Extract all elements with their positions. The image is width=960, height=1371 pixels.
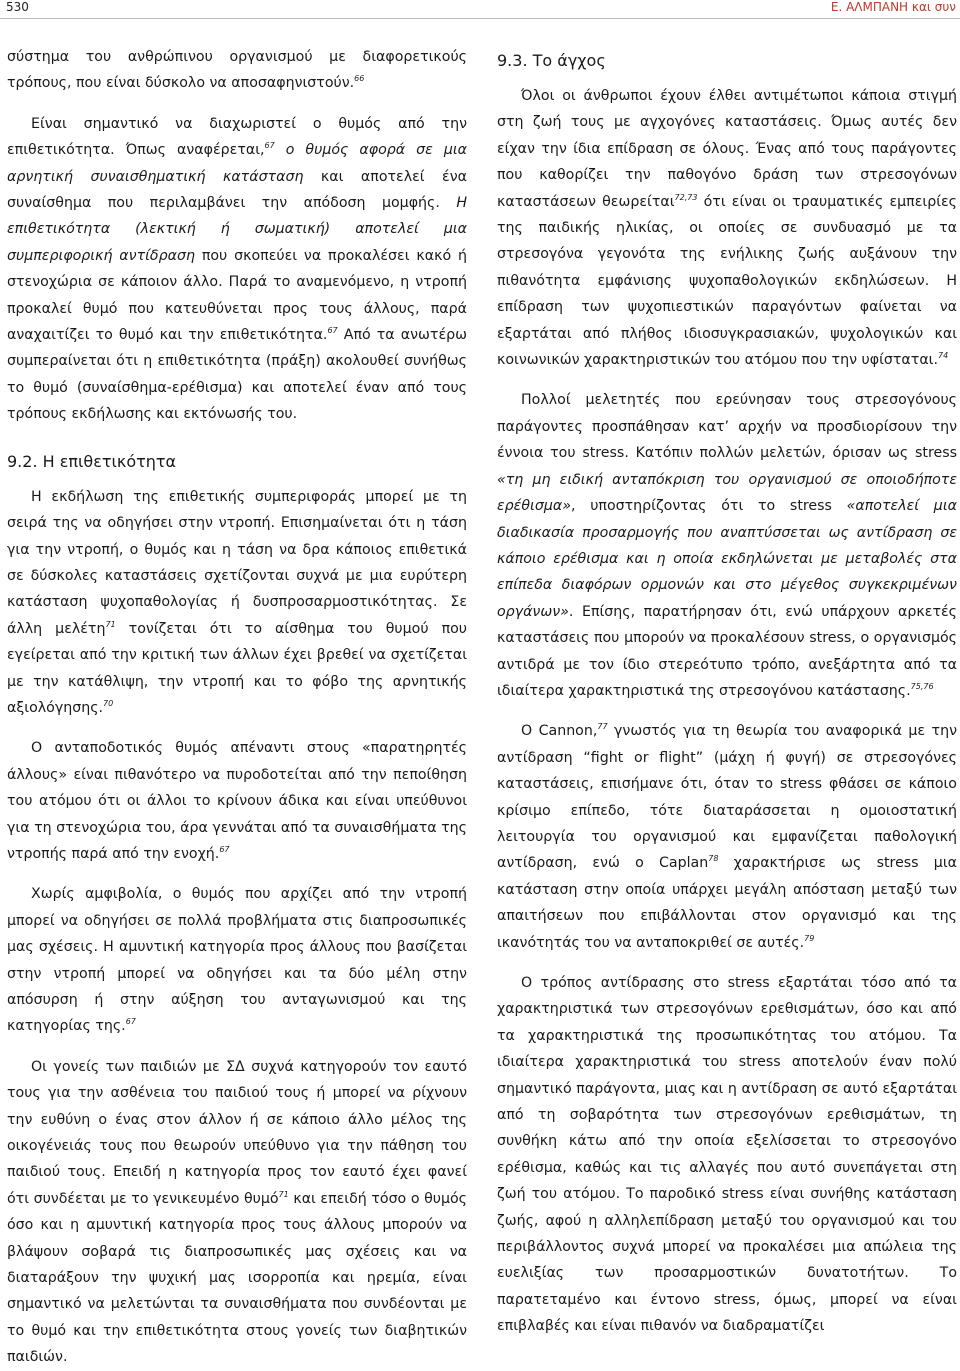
section-heading: 9.3. Το άγχος xyxy=(497,51,606,70)
footnote-ref: 66 xyxy=(354,74,365,84)
footnote-ref: 67 xyxy=(219,844,230,854)
footnote-ref: 67 xyxy=(264,141,275,151)
footnote-ref: 70 xyxy=(103,698,114,708)
footnote-ref: 67 xyxy=(327,326,338,336)
paragraph: Ο Cannon,$^{77}$ γνωστός για τη θεωρία του αναφορικά με την αντίδραση “fight or flight” (μάχη ή φυγή) σε στρεσογόνες καταστάσεις, επισήμανε ότι, όταν το stress φθάσει σε κάποιο κρίσιμο επίπεδο, τότε διαταράσσεται η ομοιοστατική λειτουργία του οργανισμού και εμφανίζεται παθολογική αντίδραση, ενώ ο Caplan$^{78}$ χαρακτήρισε ως stress μια κατάσταση στην οποία υπάρχει μεγάλη απόσταση μεταξύ των απαιτήσεων που επιβάλλονται στον οργανισμό και της ικανότητάς του να ανταποκριθεί σε αυτές.$^{79}$ xyxy=(497,722,957,951)
footnote-ref: 72,73 xyxy=(674,192,698,202)
left-column xyxy=(7,44,467,1371)
page-header xyxy=(0,0,960,20)
paragraph: Η εκδήλωση της επιθετικής συμπεριφοράς μπορεί με τη σειρά της να οδηγήσει στην ντροπή. Επισημαίνεται ότι η τάση για την ντροπή, ο θυμός και η τάση να δρα κάποιος επιθετικά σε δύσκολες καταστάσεις σχετίζονται συχνά με μια ευρύτερη κατάσταση ψυχοπαθολογίας ή δυσπροσαρμοστικότητας. Σε άλλη μελέτη$^{71}$ τονίζεται ότι το αίσθημα του θυμού που εγείρεται από την κριτική των άλλων έχει βρεθεί να σχετίζεται με την κατάθλιψη, την ντροπή και το φόβο της αρνητικής αξιολόγησης.$^{70}$ xyxy=(7,488,467,716)
section-heading: 9.2. Η επιθετικότητα xyxy=(7,451,177,471)
footnote-ref: 71 xyxy=(278,1189,289,1199)
header-rule xyxy=(0,18,960,19)
paragraph: Οι γονείς των παιδιών με ΣΔ συχνά κατηγορούν τον εαυτό τους για την ασθένεια του παιδιού τους ή μπορεί να ρίχνουν την ευθύνη ο ένας στον άλλον ή σε κάποιο άλλο μέλος της οικογένειάς τους που θεωρούν υπεύθυνο για την πάθηση του παιδιού τους. Επειδή η κατηγορία προς τον εαυτό έχει φανεί ότι συνδέεται με το γενικευμένο θυμό$^{71}$ και επειδή τόσο ο θυμός όσο και η αμυντική κατηγορία προς τους άλλους μπορούν να βλάψουν σοβαρά τις διαπροσωπικές μας σχέσεις και να διαταράξουν την ψυχική μας ισορροπία και ηρεμία, είναι σημαντικό να μελετώνται τα συναισθήματα που συνδέονται με το θυμό και την επιθετικότητα στους γονείς των διαβητικών παιδιών. xyxy=(7,1058,467,1366)
paragraph: Ο τρόπος αντίδρασης στο stress εξαρτάται τόσο από τα χαρακτηριστικά των στρεσογόνων ερεθισμάτων, όσο και από τα χαρακτηριστικά της προσωπικότητας του ατόμου. Τα ιδιαίτερα χαρακτηριστικά του stress αποτελούν έναν πολύ σημαντικό παράγοντα, μιας και η αντίδραση σε αυτό εξαρτάται από τη σοβαρότητα των στρεσογόνων ερεθισμάτων, τη συνθήκη κάτω από την οποία εξελίσσεται το στρεσογόνο ερέθισμα, καθώς και τις αλλαγές που αυτό συνεπάγεται στη ζωή του ατόμου. Το παροδικό stress είναι συνήθης κατάσταση ζωής, αφού η αλληλεπίδραση μεταξύ του οργανισμού και του περιβάλλοντος συχνά μπορεί να προκαλέσει μια απώλεια της ευελιξίας των προσαρμοστικών δυνατοτήτων. Το παρατεταμένο και έντονο stress, όμως, μπορεί να είναι επιβλαβές και είναι πιθανόν να διαδραματίζει xyxy=(497,975,957,1335)
footnote-ref: 75,76 xyxy=(910,681,934,691)
paragraph: Όλοι οι άνθρωποι έχουν έλθει αντιμέτωποι κάποια στιγμή στη ζωή τους με αγχογόνες καταστάσεις. Όμως αυτές δεν είχαν την ίδια επίδραση σε όλους. Ένας από τους παράγοντες που καθορίζει την παθογόνο δράση των στρεσογόνων καταστάσεων θεωρείται$^{72,73}$ ότι είναι οι τραυματικές εμπειρίες της παιδικής ηλικίας, οι οποίες σε συνδυασμό με τα στρεσογόνα γεγονότα της ενήλικης ζωής αυξάνουν την πιθανότητα εμφάνισης ψυχοπαθολογικών εκδηλώσεων. Η επίδραση των ψυχοπιεστικών παραγόντων φαίνεται να εξαρτάται από πλήθος ιδιοσυγκρασιακών, ψυχολογικών και κοινωνικών χαρακτηριστικών του ατόμου που την υφίσταται.$^{74}$ xyxy=(497,88,958,369)
footnote-ref: 79 xyxy=(804,933,815,943)
footnote-ref: 77 xyxy=(597,722,608,732)
page-number: 530 xyxy=(6,0,29,14)
right-column xyxy=(497,44,957,1340)
footnote-ref: 71 xyxy=(105,619,116,629)
paragraph: Χωρίς αμφιβολία, ο θυμός που αρχίζει από την ντροπή μπορεί να οδηγήσει σε πολλά προβλήματα στις διαπροσωπικές μας σχέσεις. Η αμυντική κατηγορία προς άλλους που βασίζεται στην ντροπή μπορεί να οδηγήσει και τα δύο μέλη στην απόσυρση ή στην αύξηση του ανταγωνισμού και της κατηγορίας της.$^{67}$ xyxy=(7,886,467,1035)
paragraph: σύστημα του ανθρώπινου οργανισμού με διαφορετικούς τρόπους, που είναι δύσκολο να αποσαφηνιστούν.$^{66}$ xyxy=(7,49,467,92)
paragraph: Είναι σημαντικό να διαχωριστεί ο θυμός από την επιθετικότητα. Όπως αναφέρεται,$^{67}$ ο θυμός αφορά σε μια αρνητική συναισθηματική κατάσταση και αποτελεί ένα συναίσθημα που περιλαμβάνει την απόδοση μομφής. Η επιθετικότητα (λεκτική ή σωματική) αποτελεί μια συμπεριφορική αντίδραση που σκοπεύει να προκαλέσει κακό ή στενοχώρια σε κάποιον άλλο. Παρά το αναμενόμενο, η ντροπή προκαλεί θυμό που κατευθύνεται προς τους άλλους, παρά αναχαιτίζει το θυμό και την επιθετικότητα.$^{67}$ Από τα ανωτέρω συμπεραίνεται ότι η επιθετικότητα (πράξη) ακολουθεί συνήθως το θυμό (συναίσθημα-ερέθισμα) και αποτελεί έναν από τους τρόπους εκδήλωσης και εκτόνωσής του. xyxy=(7,115,468,423)
running-head: Ε. ΑΛΜΠΑΝΗ και συν xyxy=(830,0,956,14)
paragraph: Πολλοί μελετητές που ερεύνησαν τους στρεσογόνους παράγοντες προσπάθησαν κατ’ αρχήν να προσδιορίσουν την έννοια του stress. Κατόπιν πολλών μελετών, όρισαν ως stress «τη μη ειδική ανταπόκριση του οργανισμού σε οποιοδήποτε ερέθισμα», υποστηρίζοντας ότι το stress «αποτελεί μια διαδικασία προσαρμογής που αναπτύσσεται ως αντίδραση σε κάποιο ερέθισμα και η οποία εκδηλώνεται με μεταβολές στα επίπεδα διαφόρων ορμονών και στο μέγεθος συγκεκριμένων οργάνων». Επίσης, παρατήρησαν ότι, ενώ υπάρχουν αρκετές καταστάσεις που μπορούν να προκαλέσουν stress, ο οργανισμός αντιδρά με τον ίδιο στερεότυπο τρόπο, ανεξάρτητα από τα ιδιαίτερα χαρακτηριστικά της στρεσογόνου κατάστασης.$^{75,76}$ xyxy=(497,392,957,699)
footnote-ref: 78 xyxy=(708,854,719,864)
paragraph: Ο ανταποδοτικός θυμός απέναντι στους «παρατηρητές άλλους» είναι πιθανότερο να πυροδοτείται από την πεποίθηση του ατόμου ότι οι άλλοι το κρίνουν άδικα και είναι υπεύθυνοι για τη στενοχώρια του, άρα γεννάται από τα συναισθήματα της ντροπής παρά από την ενοχή.$^{67}$ xyxy=(7,740,467,862)
footnote-ref: 67 xyxy=(125,1017,136,1027)
footnote-ref: 74 xyxy=(937,351,949,361)
